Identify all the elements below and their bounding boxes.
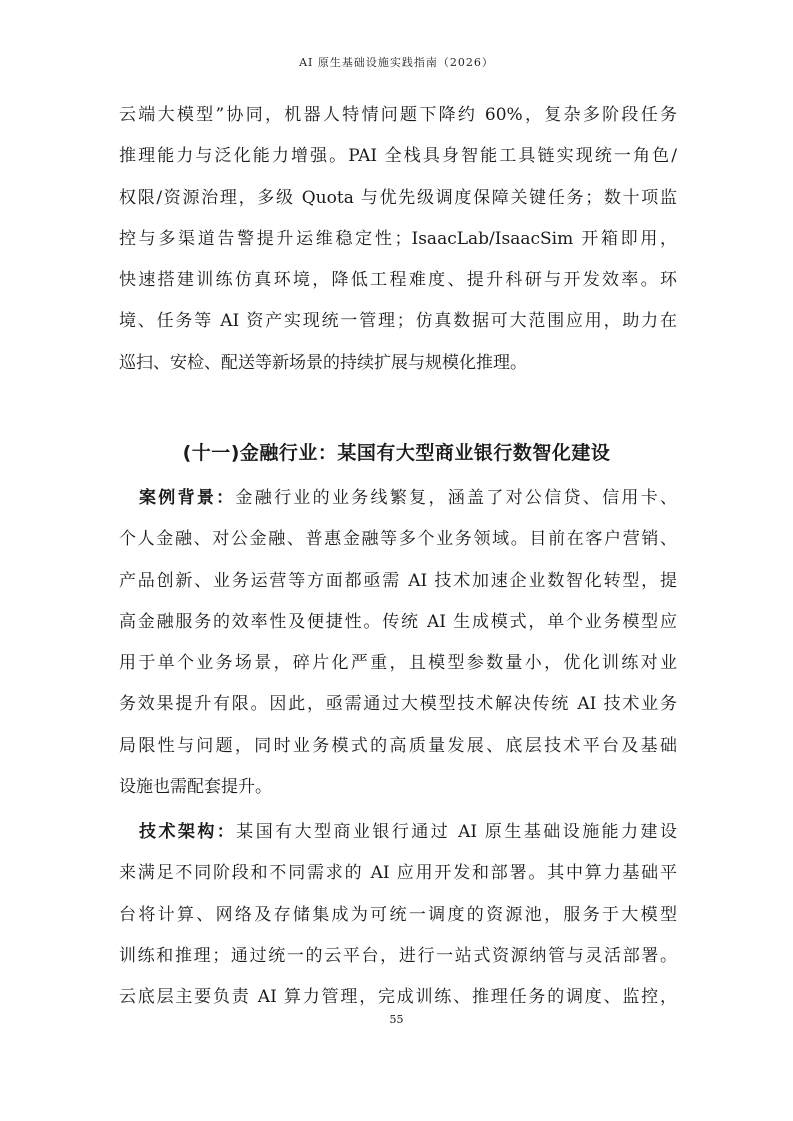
- intro-line-2: 推理能力与泛化能力增强。PAI 全栈具身智能工具链实现统一角色/: [119, 146, 677, 167]
- intro-line-5: 快速搭建训练仿真环境，降低工程难度、提升科研与开发效率。环: [119, 270, 677, 291]
- architecture-paragraph: [119, 812, 677, 1018]
- background-line-3: 产品创新、业务运营等方面都亟需 AI 技术加速企业数智化转型，提: [119, 570, 677, 591]
- running-header: AI 原生基础设施实践指南（2026）: [299, 56, 494, 69]
- background-line-1-text: 金融行业的业务线繁复，涵盖了对公信贷、信用卡、: [235, 488, 677, 508]
- background-line-1: [119, 478, 677, 519]
- background-lead: 案例背景：: [139, 488, 236, 508]
- architecture-line-3: 台将计算、网络及存储集成为可统一调度的资源池，服务于大模型: [119, 904, 677, 925]
- intro-paragraph: [119, 95, 677, 384]
- architecture-line-4: 训练和推理；通过统一的云平台，进行一站式资源纳管与灵活部署。: [119, 945, 677, 966]
- intro-line-1: 云端大模型”协同，机器人特情问题下降约 60%，复杂多阶段任务: [119, 105, 677, 125]
- background-paragraph: [119, 478, 677, 808]
- background-line-5: 用于单个业务场景，碎片化严重，且模型参数量小，优化训练对业: [119, 653, 677, 674]
- background-line-2: 个人金融、对公金融、普惠金融等多个业务领域。目前在客户营销、: [119, 529, 677, 550]
- page-number: 55: [389, 1013, 404, 1026]
- intro-line-7: 巡扫、安检、配送等新场景的持续扩展与规模化推理。: [119, 352, 527, 373]
- background-line-6: 务效果提升有限。因此，亟需通过大模型技术解决传统 AI 技术业务: [119, 694, 677, 715]
- section-heading: (十一)金融行业：某国有大型商业银行数智化建设: [182, 442, 611, 464]
- background-line-4: 高金融服务的效率性及便捷性。传统 AI 生成模式，单个业务模型应: [119, 611, 677, 632]
- architecture-line-5: 云底层主要负责 AI 算力管理，完成训练、推理任务的调度、监控，: [119, 987, 677, 1008]
- intro-line-3: 权限/资源治理，多级 Quota 与优先级调度保障关键任务；数十项监: [119, 187, 677, 208]
- background-line-7: 局限性与问题，同时业务模式的高质量发展、底层技术平台及基础: [119, 735, 677, 756]
- intro-line-4: 控与多渠道告警提升运维稳定性；IsaacLab/IsaacSim 开箱即用，: [119, 228, 677, 249]
- architecture-lead: 技术架构：: [139, 822, 237, 842]
- intro-line-6: 境、任务等 AI 资产实现统一管理；仿真数据可大范围应用，助力在: [119, 311, 677, 332]
- background-line-8: 设施也需配套提升。: [119, 777, 272, 798]
- architecture-line-1-text: 某国有大型商业银行通过 AI 原生基础设施能力建设: [236, 822, 677, 842]
- architecture-line-1: [119, 812, 677, 853]
- architecture-line-2: 来满足不同阶段和不同需求的 AI 应用开发和部署。其中算力基础平: [119, 863, 677, 884]
